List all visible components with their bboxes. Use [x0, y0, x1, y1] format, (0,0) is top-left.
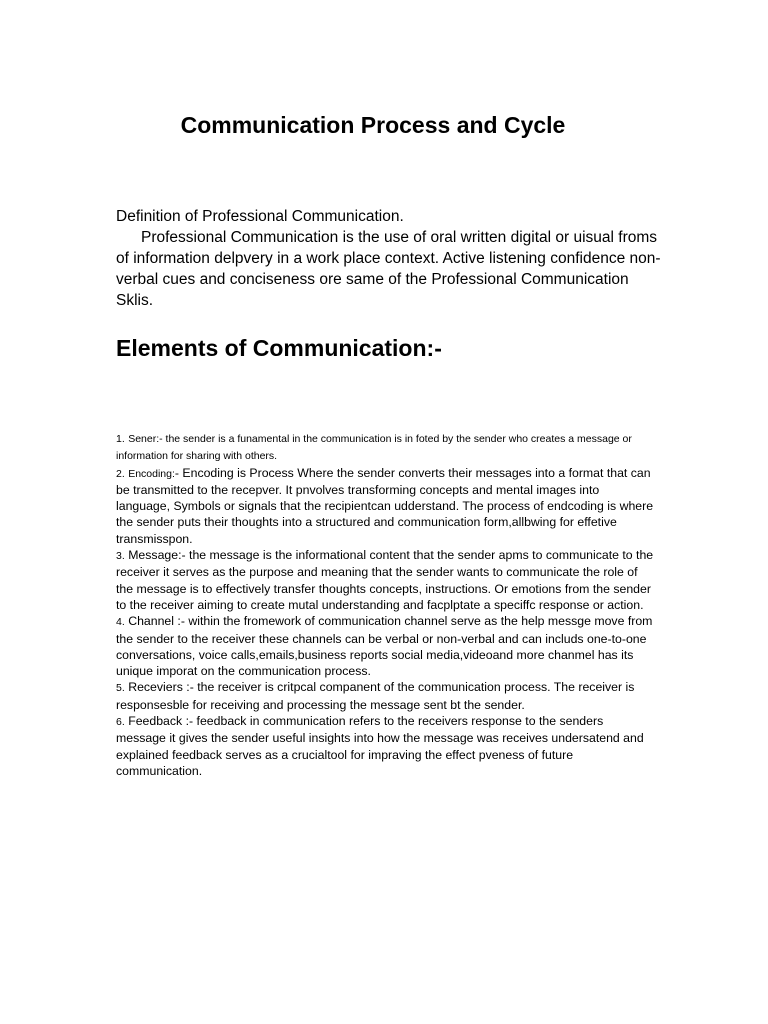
- item-number: 4.: [116, 616, 125, 629]
- item-number: 1.: [116, 433, 125, 445]
- list-item-channel: [116, 613, 656, 679]
- item-label: Sener:-: [128, 433, 163, 445]
- item-label: Feedback :-: [128, 714, 194, 729]
- item-body: feedback in communication refers to the receivers response to the senders message it gives the sender useful insights into how the message was receives undersatend and explained feedback serves as a crucialtool for impraving the effect pveness of future communication.: [116, 714, 644, 778]
- list-item-message: [116, 547, 656, 613]
- item-label: Receviers :-: [128, 680, 194, 695]
- item-number: 3.: [116, 550, 125, 563]
- list-item-receivers: [116, 679, 656, 713]
- list-item-sender: [116, 430, 656, 465]
- elements-list: [116, 430, 656, 779]
- item-body: - Encoding is Process Where the sender converts their messages into a format that can be transmitted to the recepver. It pnvolves transforming concepts and mental images into language, Symbols or signals that the recipientcan udderstand. The process of endcoding is where the sender puts their thoughts into a structured and communication form,allbwing for effetive transmisspon.: [116, 465, 654, 546]
- definition-body: Professional Communication is the use of oral written digital or uisual froms of information delpvery in a work place context. Active listening confidence non-verbal cues and conciseness ore same of the Professional Communication Sklis.: [116, 229, 661, 309]
- item-body: within the fromework of communication channel serve as the help messge move from the sender to the receiver these channels can be verbal or non-verbal and can includs one-to-one conversations, voice calls,emails,business reports social media,videoand more chanmel has its unique imporat on the communication process.: [116, 614, 653, 679]
- item-number: 2.: [116, 467, 125, 480]
- item-label: Message:-: [128, 548, 186, 563]
- item-label: Channel :-: [128, 614, 185, 629]
- page-title: Communication Process and Cycle: [180, 112, 566, 138]
- item-body: the message is the informational content that the sender apms to communicate to the receiver it serves as the purpose and meaning that the sender wants to communicate the role of the message is to effectively transfer thoughts concepts, instructions. Or emotions from the sender to the receiver aiming to create mutal understanding and facplptate a speciffc response or action.: [116, 548, 654, 612]
- item-body: the sender is a funamental in the communication is in foted by the sender who creates a message or information for sharing with others.: [116, 433, 632, 463]
- list-item-encoding: [116, 465, 656, 547]
- item-label: Encoding:: [128, 467, 175, 480]
- item-number: 5.: [116, 682, 125, 695]
- item-number: 6.: [116, 716, 125, 729]
- list-item-feedback: [116, 713, 656, 779]
- definition-heading: Definition of Professional Communication.: [116, 208, 404, 225]
- item-body: the receiver is critpcal companent of the communication process. The receiver is responsesble for receiving and processing the message sent bt the sender.: [116, 680, 635, 712]
- elements-heading: Elements of Communication:-: [116, 335, 442, 361]
- definition-section: [116, 206, 666, 311]
